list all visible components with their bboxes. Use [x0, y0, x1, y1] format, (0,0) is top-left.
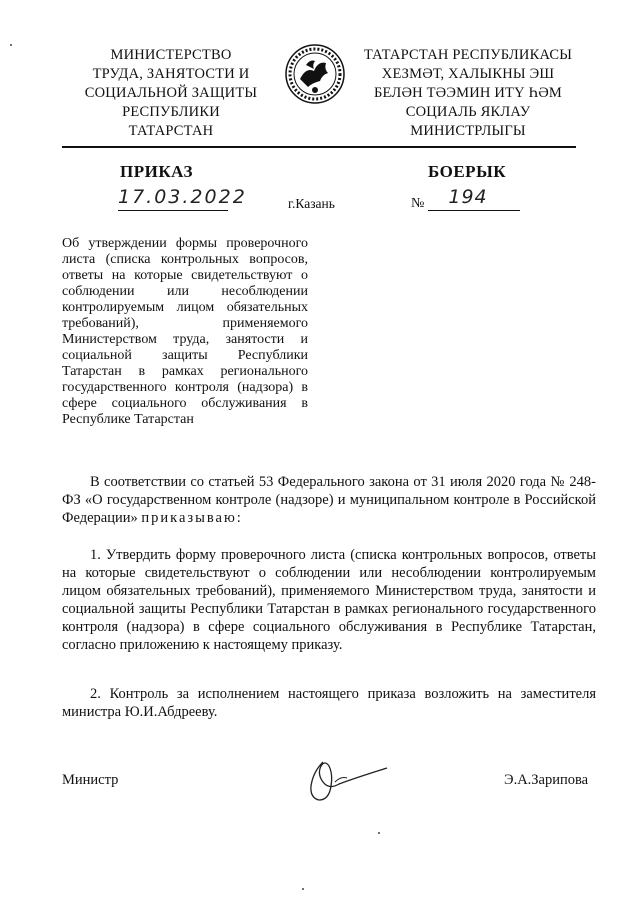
ministry-name-ru-line: МИНИСТЕРСТВО	[110, 47, 232, 63]
scan-speck	[302, 888, 304, 890]
header-divider	[62, 146, 576, 148]
date-underline	[118, 210, 228, 211]
preamble-text: В соответствии со статьей 53 Федерального закона от 31 июля 2020 года № 248-ФЗ «О государственном контроле (надзоре) и муниципальном контроле в Российской Федерации»	[62, 474, 596, 526]
ministry-name-ru-line: РЕСПУБЛИКИ	[122, 104, 220, 120]
order-item-1: 1. Утвердить форму проверочного листа (списка контрольных вопросов, ответы на которые свидетельствуют о соблюдении или несоблюдении контролируемым лицом обязательных требований), применяемого Министерством труда, занятости и социальной защиты Республики Татарстан в рамках регионального государственного контроля (надзора) в сфере социального обслуживания в Республике Татарстан, согласно приложению к настоящему приказу.	[62, 547, 596, 653]
coat-of-arms-icon	[284, 43, 346, 105]
ministry-name-tt	[353, 46, 583, 141]
ministry-name-tt-line: СОЦИАЛЬ ЯКЛАУ	[405, 104, 531, 120]
order-item-2: 2. Контроль за исполнением настоящего приказа возложить на заместителя министра Ю.И.Абдрееву.	[62, 686, 596, 720]
ministry-name-tt-line: МИНИСТРЛЫГЫ	[410, 123, 526, 139]
ministry-name-ru-line: ТАТАРСТАН	[128, 123, 214, 139]
preamble-paragraph	[62, 473, 596, 527]
scan-speck	[378, 832, 380, 834]
handwritten-signature	[295, 752, 395, 812]
ministry-name-ru-line: СОЦИАЛЬНОЙ ЗАЩИТЫ	[84, 85, 258, 101]
doc-city: г.Казань	[288, 196, 335, 211]
ministry-name-tt-line: ТАТАРСТАН РЕСПУБЛИКАСЫ	[363, 47, 573, 63]
number-underline	[428, 210, 520, 211]
ministry-name-ru-line: ТРУДА, ЗАНЯТОСТИ И	[92, 66, 250, 82]
doc-title-tt: БОЕРЫК	[428, 162, 507, 181]
signer-name: Э.А.Зарипова	[504, 772, 589, 788]
number-sign: №	[411, 196, 425, 211]
scan-speck	[10, 44, 12, 46]
command-word: приказываю:	[141, 510, 243, 526]
ministry-name-tt-line: БЕЛӘН ТӘЭМИН ИТҮ ҺӘМ	[374, 85, 562, 101]
ministry-name-tt-line: ХЕЗМӘТ, ХАЛЫКНЫ ЭШ	[381, 66, 555, 82]
doc-date: 17.03.2022	[118, 186, 247, 208]
doc-title-ru: ПРИКАЗ	[120, 162, 193, 181]
doc-number: 194	[448, 186, 488, 208]
signer-position: Министр	[62, 772, 119, 788]
doc-subject: Об утверждении формы проверочного листа (списка контрольных вопросов, ответы на которые свидетельствуют о соблюдении или несоблюдении контролируемым лицом обязательных требований), применяемого Министерством труда, занятости и социальной защиты Республики Татарстан в рамках регионального государственного контроля (надзора) в сфере социального обслуживания в Республике Татарстан	[62, 236, 308, 427]
ministry-name-ru	[66, 46, 276, 141]
